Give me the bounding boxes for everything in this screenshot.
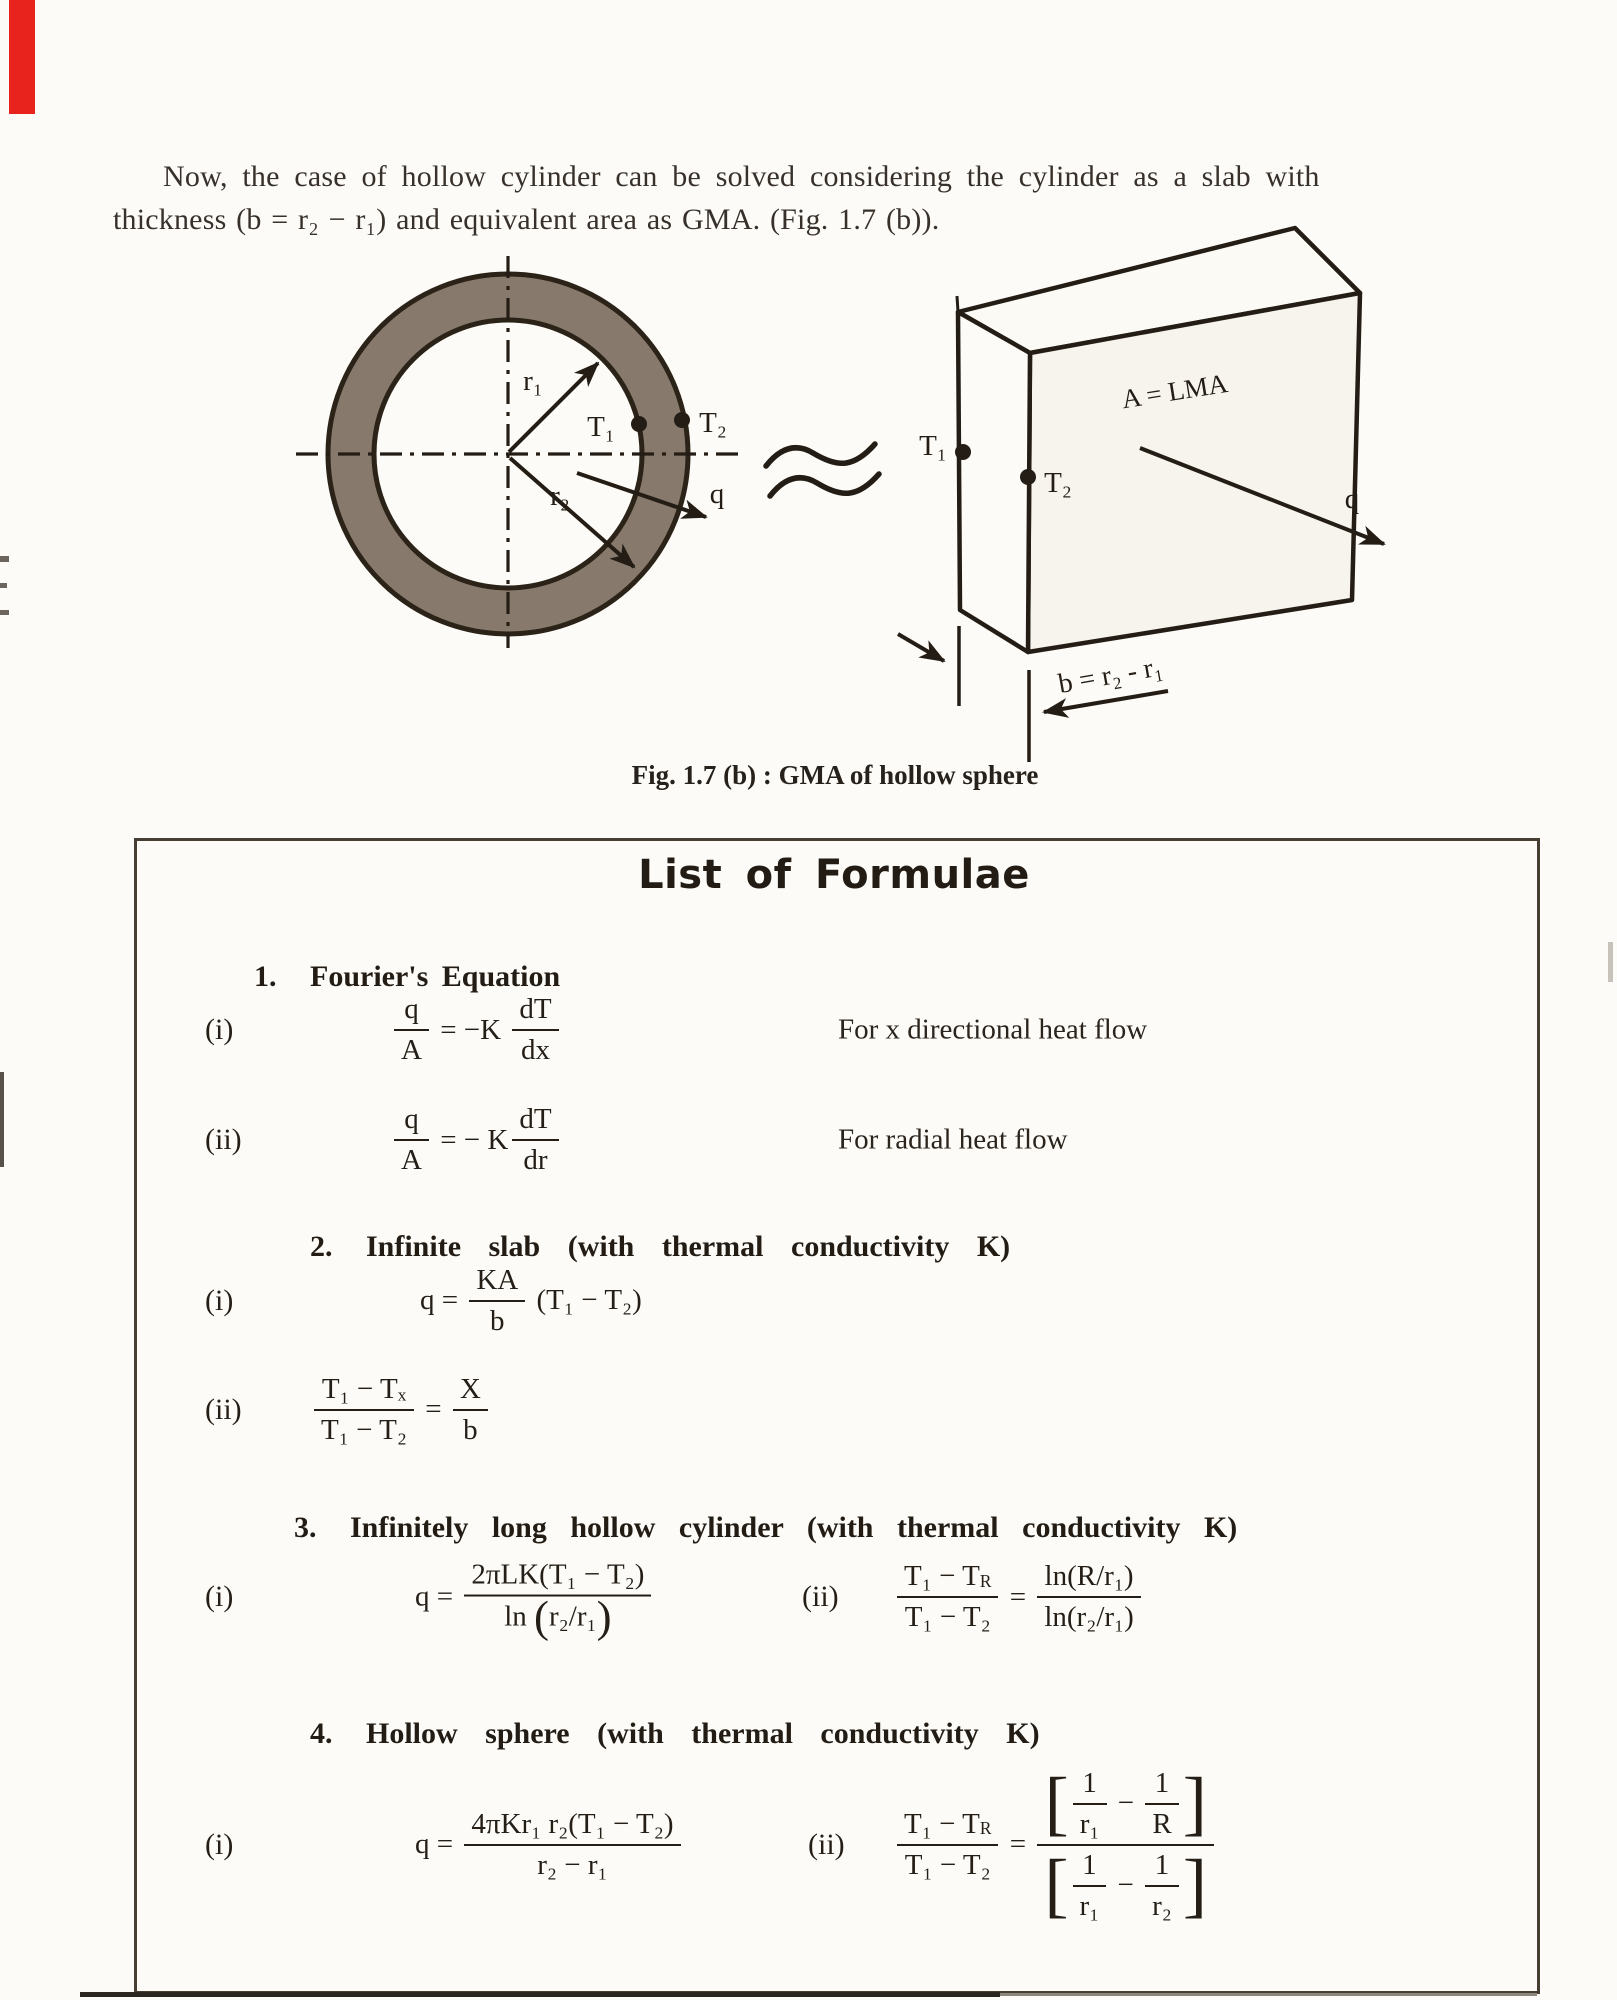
slab-left-face (958, 312, 1030, 652)
scan-artifact (0, 556, 9, 562)
formula-row-1i (0, 975, 1617, 1085)
eq-token: r₁ (1079, 1889, 1100, 1922)
section-number: 4. (310, 1717, 333, 1750)
eq-token: = (417, 1393, 449, 1425)
figure-caption: Fig. 1.7 (b) : GMA of hollow sphere (631, 760, 1039, 790)
section-number: 2. (310, 1230, 333, 1263)
equation-comment: For x directional heat flow (838, 1013, 1148, 1046)
eq-token: dr (523, 1144, 548, 1176)
t2-dot-circle (674, 412, 690, 428)
r2-label: r₂ (550, 480, 570, 512)
equation-4ii (893, 1762, 1218, 1926)
t2-label-circle: T₂ (699, 407, 727, 439)
eq-token: r₁ (1079, 1807, 1100, 1840)
section-title: Hollow sphere (with thermal conductivity K) (366, 1717, 1040, 1750)
item-label: (ii) (802, 1580, 839, 1613)
q-label-slab: q (1344, 483, 1360, 515)
fraction (1073, 1767, 1107, 1841)
fraction (897, 1560, 998, 1634)
scan-artifact (0, 583, 7, 588)
eq-token: q (404, 993, 419, 1025)
scan-artifact (0, 610, 9, 615)
fraction (512, 993, 558, 1067)
eq-token: − (1110, 1787, 1142, 1819)
eq-token: ] (1182, 1844, 1208, 1926)
eq-token: 1 (1082, 1766, 1097, 1799)
t1-label-circle: T₁ (587, 411, 615, 443)
item-label: (i) (205, 1013, 234, 1046)
eq-token: T₁ − T (904, 1560, 980, 1592)
eq-token: (T₁ − T₂) (529, 1284, 642, 1316)
fraction (453, 1373, 488, 1447)
intro-paragraph-line1: Now, the case of hollow cylinder can be solved considering the cylinder as a slab with (163, 160, 1320, 193)
fraction (1037, 1560, 1140, 1634)
formula-row-1ii (0, 1085, 1617, 1195)
fraction (897, 1808, 998, 1882)
section-title: Infinite slab (with thermal conductivity K) (366, 1230, 1011, 1263)
subscript: R (979, 1818, 992, 1839)
q-label-circle: q (709, 478, 725, 510)
eq-token: dx (520, 1034, 550, 1066)
eq-token: q (404, 1103, 419, 1135)
slab-front-face (1028, 293, 1360, 652)
scan-artifact (1608, 942, 1613, 982)
area-label: A = LMA (1119, 367, 1230, 415)
equation-1i (390, 993, 563, 1067)
eq-token: 4πKr₁ r₂(T₁ − T₂) (471, 1807, 674, 1840)
approx-equal-squiggle (766, 444, 879, 496)
eq-token: r₂ (1152, 1889, 1172, 1922)
eq-token: [ (1044, 1762, 1069, 1844)
fraction (1145, 1849, 1179, 1923)
eq-token: b (490, 1304, 505, 1337)
equation-comment: For radial heat flow (838, 1123, 1068, 1156)
eq-token: q = (415, 1828, 461, 1860)
section-title: Fourier's Equation (310, 960, 561, 993)
eq-token: ] (1182, 1762, 1207, 1844)
section-number: 1. (254, 960, 277, 993)
eq-token: q = (415, 1580, 461, 1613)
eq-token: ( (534, 1591, 550, 1642)
t2-label-slab: T₂ (1044, 467, 1072, 499)
t1-dot-slab (955, 444, 971, 460)
item-label: (i) (205, 1827, 234, 1861)
eq-token: T₁ − T₂ (904, 1601, 991, 1633)
formula-row-3 (0, 1532, 1617, 1662)
eq-token: = − K (432, 1123, 509, 1156)
page-bottom-rule (80, 1992, 1000, 1997)
fraction (394, 1103, 429, 1177)
eq-token: T₁ − T (904, 1807, 980, 1840)
equation-1ii (390, 1103, 563, 1177)
figure-1-7b (220, 210, 1470, 780)
equation-2i (420, 1264, 642, 1338)
eq-token: q = (420, 1284, 466, 1316)
fraction (394, 993, 429, 1067)
thickness-label: b = r₂ - r₁ (1055, 651, 1166, 701)
item-label: (i) (205, 1580, 234, 1613)
t2-dot-slab (1020, 469, 1036, 485)
fraction (1145, 1767, 1178, 1841)
eq-token: [ (1044, 1844, 1069, 1926)
eq-token: T₁ − T₂ (321, 1413, 407, 1446)
fraction (469, 1264, 525, 1338)
eq-token: X (459, 1372, 481, 1405)
item-label: (ii) (205, 1392, 242, 1426)
eq-token: ln(R/r₁) (1044, 1560, 1134, 1592)
eq-token: dT (519, 1103, 552, 1135)
formula-row-4 (0, 1742, 1617, 1947)
eq-token: r₂/r₁ (549, 1600, 597, 1633)
formulae-title: List of Formulae (638, 852, 1030, 898)
fraction (464, 1808, 680, 1882)
eq-token: T₁ − Tₓ (321, 1372, 407, 1405)
scan-artifact (0, 1072, 4, 1167)
eq-token: ln (504, 1600, 535, 1633)
eq-token: R (1152, 1807, 1172, 1840)
corner-overshoot (957, 296, 958, 312)
t1-label-slab: T₁ (919, 430, 947, 462)
item-label: (ii) (205, 1123, 242, 1156)
equation-2ii (310, 1373, 492, 1447)
fraction (1073, 1849, 1107, 1923)
eq-token: T₁ − T₂ (904, 1848, 991, 1881)
eq-token: 1 (1154, 1766, 1170, 1799)
eq-token: 1 (1154, 1848, 1170, 1881)
t1-dot-circle (631, 416, 647, 432)
formula-row-2ii (0, 1352, 1617, 1467)
dimension-arrow-left (898, 634, 944, 661)
eq-token: ln(r₂/r₁) (1044, 1601, 1134, 1633)
r1-label: r₁ (523, 365, 543, 397)
equation-3ii (893, 1560, 1145, 1634)
equation-3i (415, 1558, 655, 1642)
eq-token: ) (596, 1591, 612, 1642)
eq-token: = (1002, 1580, 1034, 1613)
page-bottom-rule-faded (1000, 1993, 1537, 1996)
fraction (314, 1373, 414, 1447)
eq-token: dT (519, 993, 552, 1025)
slab-figure (957, 228, 1360, 652)
subscript: R (979, 1570, 992, 1591)
eq-token: − (1110, 1869, 1142, 1901)
red-bookmark-mark (9, 0, 35, 114)
formula-row-2i (0, 1248, 1617, 1353)
eq-token: 1 (1082, 1848, 1097, 1881)
intro-paragraph-line2: thickness (b = r₂ − r₁) and equivalent area as GMA. (Fig. 1.7 (b)). (113, 203, 940, 236)
fraction (512, 1103, 558, 1177)
eq-token: KA (476, 1263, 519, 1296)
section-number: 3. (294, 1511, 317, 1544)
eq-token: = −K (432, 1013, 509, 1046)
item-label: (i) (205, 1283, 234, 1317)
eq-token: 2πLK(T₁ − T₂) (471, 1558, 645, 1591)
item-label: (ii) (808, 1827, 845, 1861)
section-title: Infinitely long hollow cylinder (with thermal conductivity K) (350, 1511, 1238, 1544)
eq-token: A (401, 1144, 422, 1176)
eq-token: = (1002, 1828, 1034, 1860)
equation-4i (415, 1808, 685, 1882)
fraction (464, 1558, 651, 1642)
eq-token: r₂ − r₁ (537, 1848, 608, 1881)
eq-token: b (463, 1413, 478, 1446)
eq-token: A (401, 1034, 422, 1066)
fraction (1037, 1762, 1214, 1926)
